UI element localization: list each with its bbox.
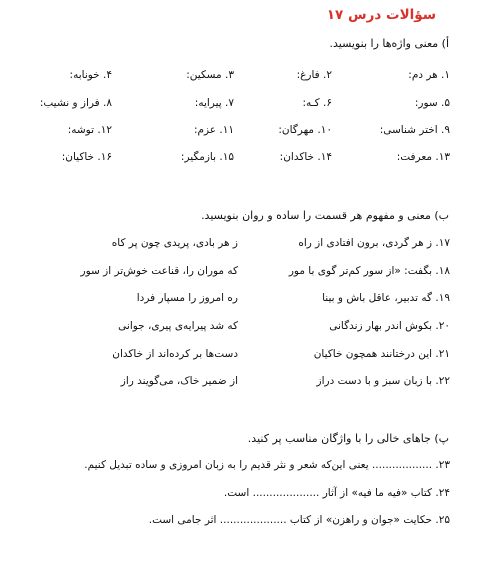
section-b-heading: ب) معنی و مفهوم هر قسمت را ساده و روان بنویسید.: [201, 209, 449, 222]
vocab-item: ۹. اختر شناسی:: [379, 124, 450, 136]
vocab-item: ۱۲. توشه:: [67, 124, 112, 136]
verse-second-hemistich: ز هر بادی، پریدی چون پر کاه: [111, 237, 238, 249]
vocab-item: ۶. کـه:: [302, 97, 332, 109]
verse-second-hemistich: که شد پیرایه‌ی پیری، جوانی: [118, 320, 238, 332]
vocab-item: ۱۶. خاکیان:: [61, 151, 112, 163]
fill-blank-item: ۲۴. کتاب «فیه ما فیه» از آثار .................... است.: [223, 487, 450, 499]
verse-first-hemistich: ۱۷. ز هر گردی، برون افتادی از راه: [298, 237, 450, 249]
verse-first-hemistich: ۱۹. گه تدبیر، عاقل باش و بینا: [322, 292, 450, 304]
fill-blank-item: ۲۵. حکایت «جوان و راهزن» از کتاب .................... اثر جامی است.: [148, 514, 450, 526]
vocab-item: ۳. مسکین:: [186, 69, 234, 81]
fill-blank-item: ۲۳. .................. یعنی این‌که شعر و نثر قدیم را به زبان امروزی و ساده تبدیل کنیم.: [84, 459, 450, 471]
vocab-item: ۸. فراز و نشیب:: [39, 97, 112, 109]
vocab-item: ۵. سور:: [414, 97, 450, 109]
verse-second-hemistich: ره امروز را مسپار فردا: [136, 292, 238, 304]
verse-second-hemistich: از ضمیر خاک، می‌گویند راز: [120, 375, 238, 387]
verse-first-hemistich: ۲۲. با زبان سبز و با دست دراز: [316, 375, 450, 387]
section-a-heading: أ) معنی واژه‌ها را بنویسید.: [329, 37, 449, 50]
page-title: سؤالات درس ۱۷: [326, 7, 436, 23]
vocab-item: ۷. پیرایه:: [194, 97, 234, 109]
section-c-heading: پ) جاهای خالی را با واژگان مناسب پر کنید.: [247, 432, 449, 445]
verse-first-hemistich: ۱۸. بگفت: «از سور کم‌تر گوی با مور: [288, 265, 450, 277]
vocab-item: ۱۳. معرفت:: [396, 151, 450, 163]
vocab-item: ۱۵. بازمگیر:: [180, 151, 234, 163]
verse-first-hemistich: ۲۱. این درختانند همچون خاکیان: [313, 348, 450, 360]
vocab-item: ۱۰. مهرگان:: [278, 124, 332, 136]
vocab-item: ۱۱. عزم:: [193, 124, 234, 136]
verse-first-hemistich: ۲۰. بکوش اندر بهار زندگانی: [329, 320, 450, 332]
verse-second-hemistich: دست‌ها بر کرده‌اند از خاکدان: [112, 348, 238, 360]
verse-second-hemistich: که موران را، قناعت خوش‌تر از سور: [80, 265, 238, 277]
vocab-item: ۱۴. خاکدان:: [279, 151, 332, 163]
vocab-item: ۴. خونابه:: [69, 69, 112, 81]
vocab-item: ۲. فارغ:: [296, 69, 332, 81]
vocab-item: ۱. هر دم:: [408, 69, 450, 81]
